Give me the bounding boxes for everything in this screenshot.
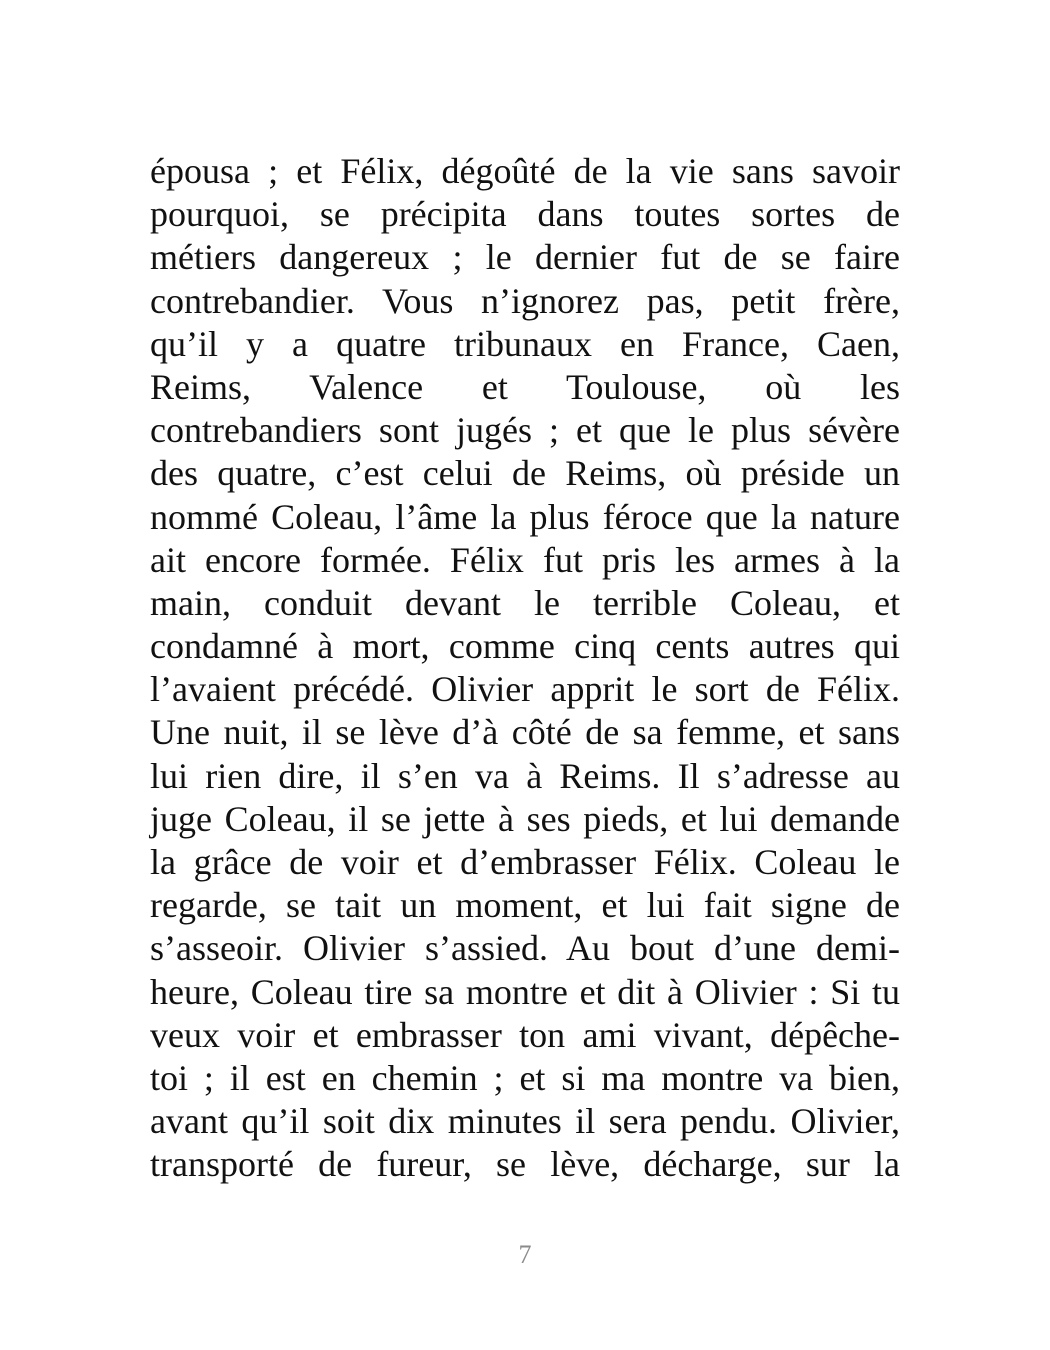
text-line-2: pourquoi, se précipita dans toutes sortes de xyxy=(150,194,900,235)
text-line-24: transporté de fureur, se lève, décharge, sur la xyxy=(150,1144,900,1185)
text-line-15: lui rien dire, il s’en va à Reims. Il s’adresse au xyxy=(150,755,900,796)
text-line-17: la grâce de voir et d’embrasser Félix. Coleau le xyxy=(150,842,900,882)
text-line-12: condamné à mort, comme cinq cents autres qui xyxy=(150,626,900,667)
text-line-8: des quatre, c’est celui de Reims, où préside un xyxy=(150,453,900,494)
text-line-4: contrebandier. Vous n’ignorez pas, petit frère, xyxy=(150,280,900,321)
text-line-10: ait encore formée. Félix fut pris les armes à la xyxy=(150,539,900,580)
text-line-3: métiers dangereux ; le dernier fut de se faire xyxy=(150,237,900,278)
text-line-16: juge Coleau, il se jette à ses pieds, et lui demande xyxy=(150,798,900,839)
body-text xyxy=(150,150,900,1187)
text-line-18: regarde, se tait un moment, et lui fait signe de xyxy=(150,885,900,926)
text-line-6: Reims, Valence et Toulouse, où les xyxy=(150,366,900,407)
text-line-13: l’avaient précédé. Olivier apprit le sort de Félix. xyxy=(150,669,900,710)
text-line-19: s’asseoir. Olivier s’assied. Au bout d’une demi- xyxy=(150,928,900,969)
text-line-14: Une nuit, il se lève d’à côté de sa femme, et sans xyxy=(150,712,900,753)
text-line-21: veux voir et embrasser ton ami vivant, dépêche- xyxy=(150,1014,900,1055)
text-line-23: avant qu’il soit dix minutes il sera pendu. Olivier, xyxy=(150,1101,900,1142)
text-line-5: qu’il y a quatre tribunaux en France, Caen, xyxy=(150,323,900,364)
text-line-1: épousa ; et Félix, dégoûté de la vie sans savoir xyxy=(150,151,900,191)
text-line-7: contrebandiers sont jugés ; et que le plus sévère xyxy=(150,410,900,451)
text-line-22: toi ; il est en chemin ; et si ma montre va bien, xyxy=(150,1057,900,1098)
text-line-11: main, conduit devant le terrible Coleau, et xyxy=(150,582,900,623)
page-number: 7 xyxy=(518,1240,532,1269)
text-line-9: nommé Coleau, l’âme la plus féroce que la nature xyxy=(150,496,900,537)
text-line-20: heure, Coleau tire sa montre et dit à Olivier : Si tu xyxy=(150,971,900,1012)
